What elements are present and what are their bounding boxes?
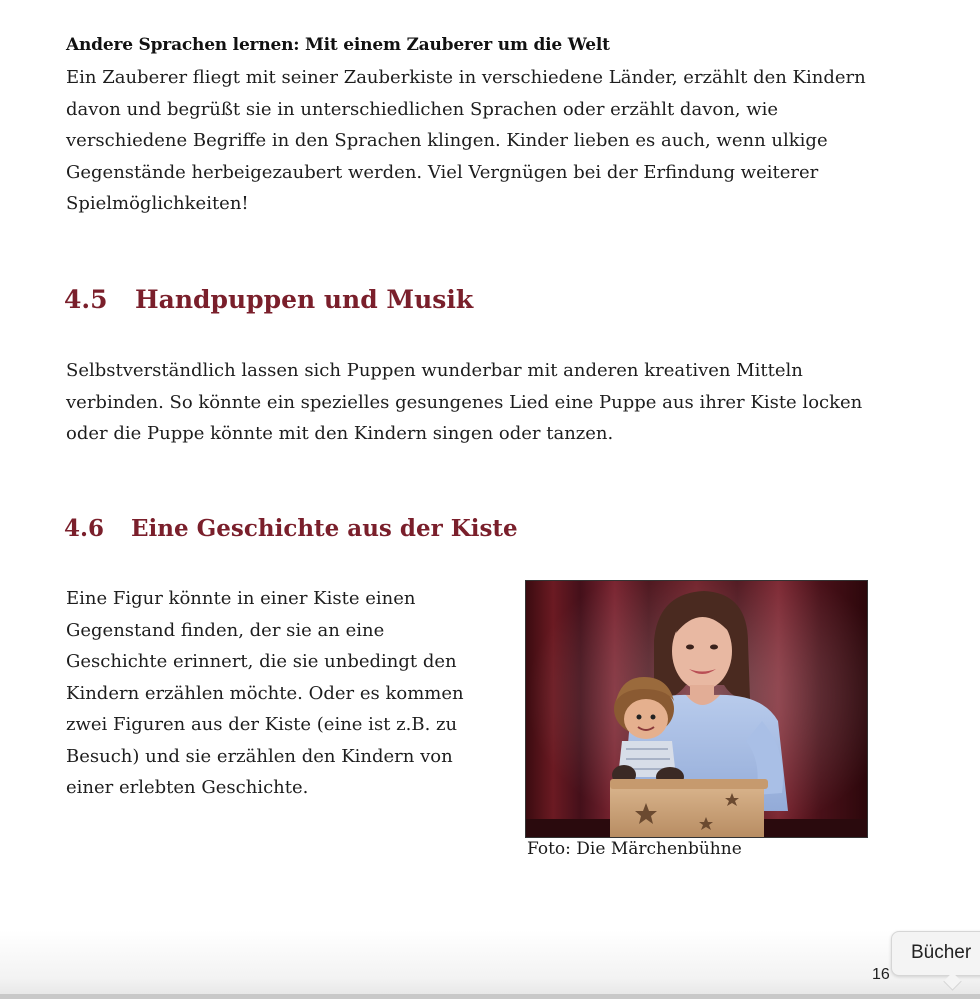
section-title: Handpuppen und Musik (135, 285, 474, 314)
paragraph-zauberer: Ein Zauberer fliegt mit seiner Zauberkiste in verschiedene Länder, erzählt den Kindern davon und begrüßt sie in unterschiedlichen Sprachen oder erzählt davon, wie verschiedene Begriffe in den Sprachen klingen. Kinder lieben es auch, wenn ulkige Gegenstände herbeigezaubert werden. Viel Vergnügen bei der Erfindung weiterer Spielmöglichkeiten! (66, 67, 866, 214)
bottom-toolbar (0, 930, 980, 999)
paragraph-geschichte-kiste: Eine Figur könnte in einer Kiste einen Gegenstand finden, der sie an eine Geschichte erinnert, die sie unbedingt den Kindern erzählen möchte. Oder es kommen zwei Figuren aus der Kiste (eine ist z.B. zu Besuch) und sie erzählen den Kindern von einer erlebten Geschichte. (66, 588, 464, 798)
section-number: 4.5 (64, 285, 108, 314)
photo-caption: Foto: Die Märchenbühne (527, 839, 742, 859)
puppeteer-photo (525, 580, 868, 838)
books-tab-button[interactable] (891, 931, 980, 976)
scroll-divider (0, 994, 980, 999)
books-tab-label: Bücher (911, 942, 972, 963)
section-title: Eine Geschichte aus der Kiste (131, 515, 518, 542)
section-heading-4-5 (64, 285, 473, 314)
section-heading-4-6 (64, 515, 518, 542)
paragraph-handpuppen-musik: Selbstverständlich lassen sich Puppen wunderbar mit anderen kreativen Mitteln verbinden. So könnte ein spezielles gesungenes Lied eine Puppe aus ihrer Kiste locken oder die Puppe könnte mit den Kindern singen oder tanzen. (66, 360, 863, 444)
page-number: 16 (872, 966, 890, 983)
section-number: 4.6 (64, 515, 105, 542)
subheading-zauberer: Andere Sprachen lernen: Mit einem Zauberer um die Welt (66, 35, 610, 55)
